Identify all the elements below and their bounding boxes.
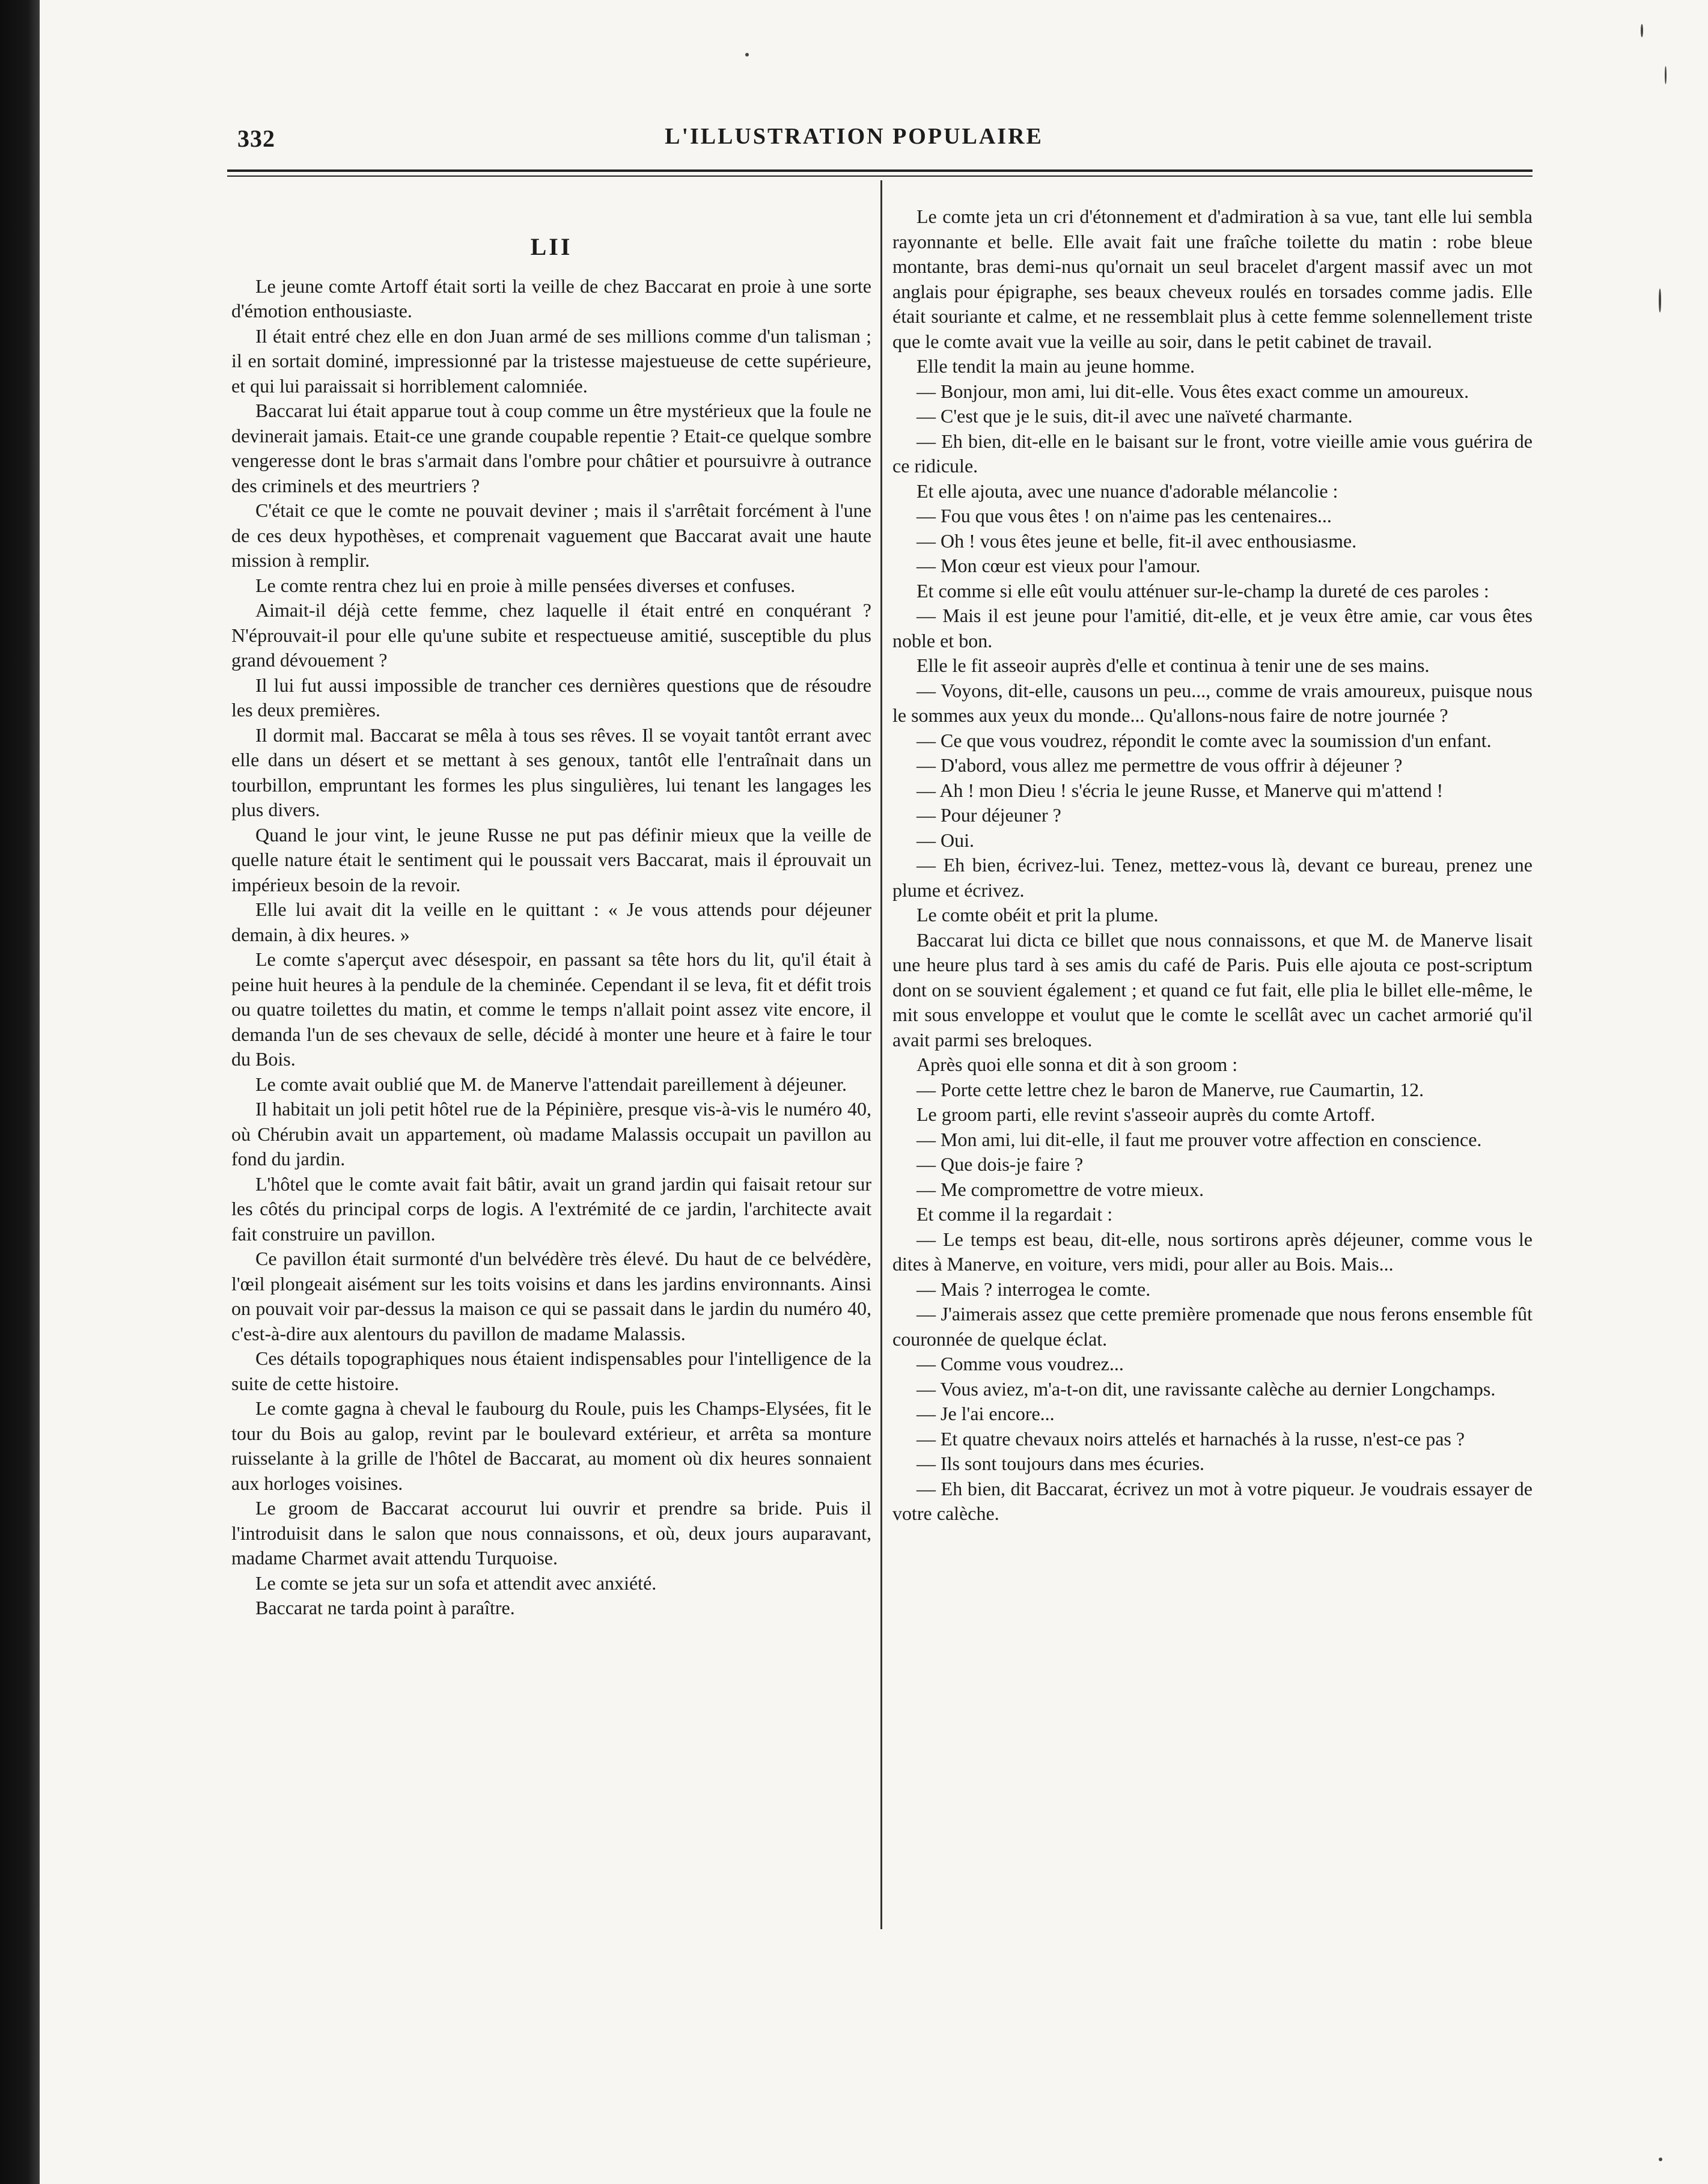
scan-speck bbox=[745, 53, 749, 56]
paragraph: Aimait-il déjà cette femme, chez laquelle il était entré en conquérant ? N'éprouvait-il pour elle qu'une subite et respectueuse amitié, susceptible du plus grand dévouement ? bbox=[231, 599, 871, 671]
paragraph: — Porte cette lettre chez le baron de Manerve, rue Caumartin, 12. bbox=[917, 1078, 1424, 1100]
paragraph: Et comme si elle eût voulu atténuer sur-le-champ la dureté de ces paroles : bbox=[917, 579, 1489, 602]
page-number: 332 bbox=[237, 125, 275, 152]
paragraph: — Mais ? interrogea le comte. bbox=[917, 1278, 1151, 1300]
scan-speck bbox=[1659, 2158, 1662, 2161]
paragraph: L'hôtel que le comte avait fait bâtir, avait un grand jardin qui faisait retour sur les côtés du principal corps de logis. A l'extrémité de ce jardin, l'architecte avait fait construire un pavillon. bbox=[231, 1173, 871, 1245]
paragraph: — Eh bien, dit Baccarat, écrivez un mot à votre piqueur. Je voudrais essayer de votre calèche. bbox=[892, 1477, 1533, 1524]
paragraph: C'était ce que le comte ne pouvait deviner ; mais il s'arrêtait forcément à l'une de ces deux hypothèses, et comprenait vaguement que Baccarat avait une haute mission à remplir. bbox=[231, 499, 871, 571]
scan-speck bbox=[1659, 288, 1661, 313]
paragraph: — Que dois-je faire ? bbox=[917, 1153, 1084, 1175]
paragraph: Il était entré chez elle en don Juan armé de ses millions comme d'un talisman ; il en sortait dominé, impressionné par la tristesse majestueuse de cette supérieure, et qui lui paraissait si horriblement calomniée. bbox=[231, 325, 871, 397]
paragraph: — Mon ami, lui dit-elle, il faut me prouver votre affection en conscience. bbox=[917, 1128, 1482, 1150]
paragraph: Le comte s'aperçut avec désespoir, en passant sa tête hors du lit, qu'il était à peine huit heures à la pendule de la cheminée. Cependant il se leva, fit et défit trois ou quatre toilettes du matin, et comme le temps n'allait point assez vite encore, il demanda l'un de ses chevaux de selle, décidé à monter une heure et à faire le tour du Bois. bbox=[231, 948, 871, 1070]
paragraph: Et elle ajouta, avec une nuance d'adorable mélancolie : bbox=[917, 480, 1338, 502]
header-rule-thin bbox=[227, 175, 1533, 177]
left-column bbox=[231, 204, 871, 1621]
scan-speck bbox=[1641, 24, 1643, 37]
paragraph: — Eh bien, dit-elle en le baisant sur le front, votre vieille amie vous guérira de ce ridicule. bbox=[892, 430, 1533, 477]
paragraph: — Vous aviez, m'a-t-on dit, une ravissante calèche au dernier Longchamps. bbox=[917, 1377, 1496, 1400]
paragraph: Le comte jeta un cri d'étonnement et d'admiration à sa vue, tant elle lui sembla rayonnante et belle. Elle avait fait une fraîche toilette du matin : robe bleue montante, bras demi-nus qu'ornait un seul bracelet d'argent massif avec un mot anglais pour épigraphe, ses beaux cheveux roulés en torsades comme jadis. Elle était souriante et calme, et ne ressemblait plus à cette femme solennellement triste que le comte avait vue la veille au soir, dans le petit cabinet de travail. bbox=[892, 206, 1533, 352]
paragraph: — J'aimerais assez que cette première promenade que nous ferons ensemble fût couronnée de quelque éclat. bbox=[892, 1303, 1533, 1350]
paragraph: — Comme vous voudrez... bbox=[917, 1353, 1124, 1374]
paragraph: — Ils sont toujours dans mes écuries. bbox=[917, 1453, 1205, 1474]
running-title: L'ILLUSTRATION POPULAIRE bbox=[665, 124, 1043, 149]
paragraph: Le comte gagna à cheval le faubourg du Roule, puis les Champs-Elysées, fit le tour du Bois au galop, revint par le boulevard extérieur, et arrêta sa monture ruisselante à la grille de l'hôtel de Baccarat, au moment où dix heures sonnaient aux horloges voisines. bbox=[231, 1397, 871, 1494]
paragraph: Il lui fut aussi impossible de trancher ces dernières questions que de résoudre les deux premières. bbox=[231, 674, 871, 721]
paragraph: — Fou que vous êtes ! on n'aime pas les centenaires... bbox=[917, 505, 1332, 526]
paragraph: — Mais il est jeune pour l'amitié, dit-elle, et je veux être amie, car vous êtes noble et bon. bbox=[892, 605, 1533, 651]
paragraph: Après quoi elle sonna et dit à son groom : bbox=[917, 1054, 1238, 1075]
paragraph: Le groom parti, elle revint s'asseoir auprès du comte Artoff. bbox=[917, 1103, 1376, 1125]
chapter-title: LII bbox=[530, 233, 573, 260]
paragraph: — Pour déjeuner ? bbox=[917, 804, 1061, 826]
paragraph: Le comte obéit et prit la plume. bbox=[917, 904, 1159, 926]
paragraph: — Bonjour, mon ami, lui dit-elle. Vous êtes exact comme un amoureux. bbox=[917, 380, 1469, 402]
paragraph: — D'abord, vous allez me permettre de vous offrir à déjeuner ? bbox=[917, 754, 1403, 776]
paragraph: — C'est que je le suis, dit-il avec une naïveté charmante. bbox=[917, 405, 1353, 427]
paragraph: Le jeune comte Artoff était sorti la veille de chez Baccarat en proie à une sorte d'émotion enthousiaste. bbox=[231, 275, 871, 322]
paragraph: Le comte avait oublié que M. de Manerve l'attendait pareillement à déjeuner. bbox=[255, 1073, 847, 1095]
paragraph: — Oui. bbox=[917, 829, 974, 851]
scan-speck bbox=[1665, 66, 1667, 84]
header-rule bbox=[227, 169, 1533, 172]
paragraph: — Oh ! vous êtes jeune et belle, fit-il avec enthousiasme. bbox=[917, 529, 1357, 552]
paragraph: Quand le jour vint, le jeune Russe ne put pas définir mieux que la veille de quelle nature était le sentiment qui le poussait vers Baccarat, mais il éprouvait un impérieux besoin de la revoir. bbox=[231, 823, 871, 895]
paragraph: Ces détails topographiques nous étaient indispensables pour l'intelligence de la suite de cette histoire. bbox=[231, 1347, 871, 1394]
paragraph: — Ah ! mon Dieu ! s'écria le jeune Russe, et Manerve qui m'attend ! bbox=[917, 779, 1444, 801]
paragraph: — Mon cœur est vieux pour l'amour. bbox=[917, 555, 1201, 576]
paragraph: Baccarat lui dicta ce billet que nous connaissons, et que M. de Manerve lisait une heure plus tard à ses amis du café de Paris. Puis elle ajouta ce post-scriptum dont on se souvient également ; et quand ce fut fait, elle plia le billet elle-même, le mit sous enveloppe et voulut que le comte le scellât avec un cachet armorié qu'il avait parmi ses breloques. bbox=[892, 929, 1533, 1051]
paragraph: Il dormit mal. Baccarat se mêla à tous ses rêves. Il se voyait tantôt errant avec elle dans un désert et se mettant à ses genoux, tantôt elle l'entraînait dans un tourbillon, empruntant les formes les plus singulières, lui tenant les langages les plus divers. bbox=[231, 724, 871, 820]
paragraph: — Ce que vous voudrez, répondit le comte avec la soumission d'un enfant. bbox=[917, 729, 1492, 751]
paragraph: Baccarat lui était apparue tout à coup comme un être mystérieux que la foule ne devinerait jamais. Etait-ce une grande coupable repentie ? Etait-ce quelque sombre vengeresse dont le bras s'armait dans l'ombre pour châtier et poursuivre à outrance des criminels et des meurtriers ? bbox=[231, 400, 871, 496]
paragraph: Elle tendit la main au jeune homme. bbox=[917, 355, 1195, 377]
paragraph: — Voyons, dit-elle, causons un peu..., comme de vrais amoureux, puisque nous le sommes aux yeux du monde... Qu'allons-nous faire de notre journée ? bbox=[892, 679, 1533, 726]
paragraph: — Je l'ai encore... bbox=[917, 1403, 1055, 1424]
paragraph: — Le temps est beau, dit-elle, nous sortirons après déjeuner, comme vous le dites à Manerve, en voiture, vers midi, pour aller au Bois. Mais... bbox=[892, 1228, 1533, 1275]
paragraph: Elle lui avait dit la veille en le quittant : « Je vous attends pour déjeuner demain, à dix heures. » bbox=[231, 898, 871, 945]
paragraph: Baccarat ne tarda point à paraître. bbox=[255, 1597, 515, 1618]
paragraph: Ce pavillon était surmonté d'un belvédère très élevé. Du haut de ce belvédère, l'œil plongeait aisément sur les toits voisins et dans les jardins environnants. Ainsi on pouvait voir par-dessus la maison ce qui se passait dans le jardin du numéro 40, c'est-à-dire aux alentours du pavillon de madame Malassis. bbox=[231, 1248, 871, 1344]
column-divider bbox=[880, 180, 882, 1929]
paragraph: Le comte rentra chez lui en proie à mille pensées diverses et confuses. bbox=[255, 574, 796, 596]
right-paragraphs bbox=[892, 204, 1533, 1527]
paragraph: Le groom de Baccarat accourut lui ouvrir et prendre sa bride. Puis il l'introduisit dans le salon que nous connaissons, et où, deux jours auparavant, madame Charmet avait attendu Turquoise. bbox=[231, 1497, 871, 1569]
paragraph: — Et quatre chevaux noirs attelés et harnachés à la russe, n'est-ce pas ? bbox=[917, 1427, 1465, 1450]
binding-shadow bbox=[0, 0, 40, 2184]
paragraph: — Eh bien, écrivez-lui. Tenez, mettez-vous là, devant ce bureau, prenez une plume et écrivez. bbox=[892, 854, 1533, 901]
paragraph: Et comme il la regardait : bbox=[917, 1203, 1113, 1225]
paragraph: — Me compromettre de votre mieux. bbox=[917, 1178, 1204, 1200]
paragraph: Le comte se jeta sur un sofa et attendit avec anxiété. bbox=[255, 1572, 657, 1594]
right-column bbox=[892, 204, 1533, 1527]
paragraph: Elle le fit asseoir auprès d'elle et continua à tenir une de ses mains. bbox=[917, 654, 1430, 676]
left-paragraphs bbox=[231, 274, 871, 1621]
paragraph: Il habitait un joli petit hôtel rue de la Pépinière, presque vis-à-vis le numéro 40, où Chérubin avait un appartement, où madame Malassis occupait un pavillon au fond du jardin. bbox=[231, 1098, 871, 1170]
